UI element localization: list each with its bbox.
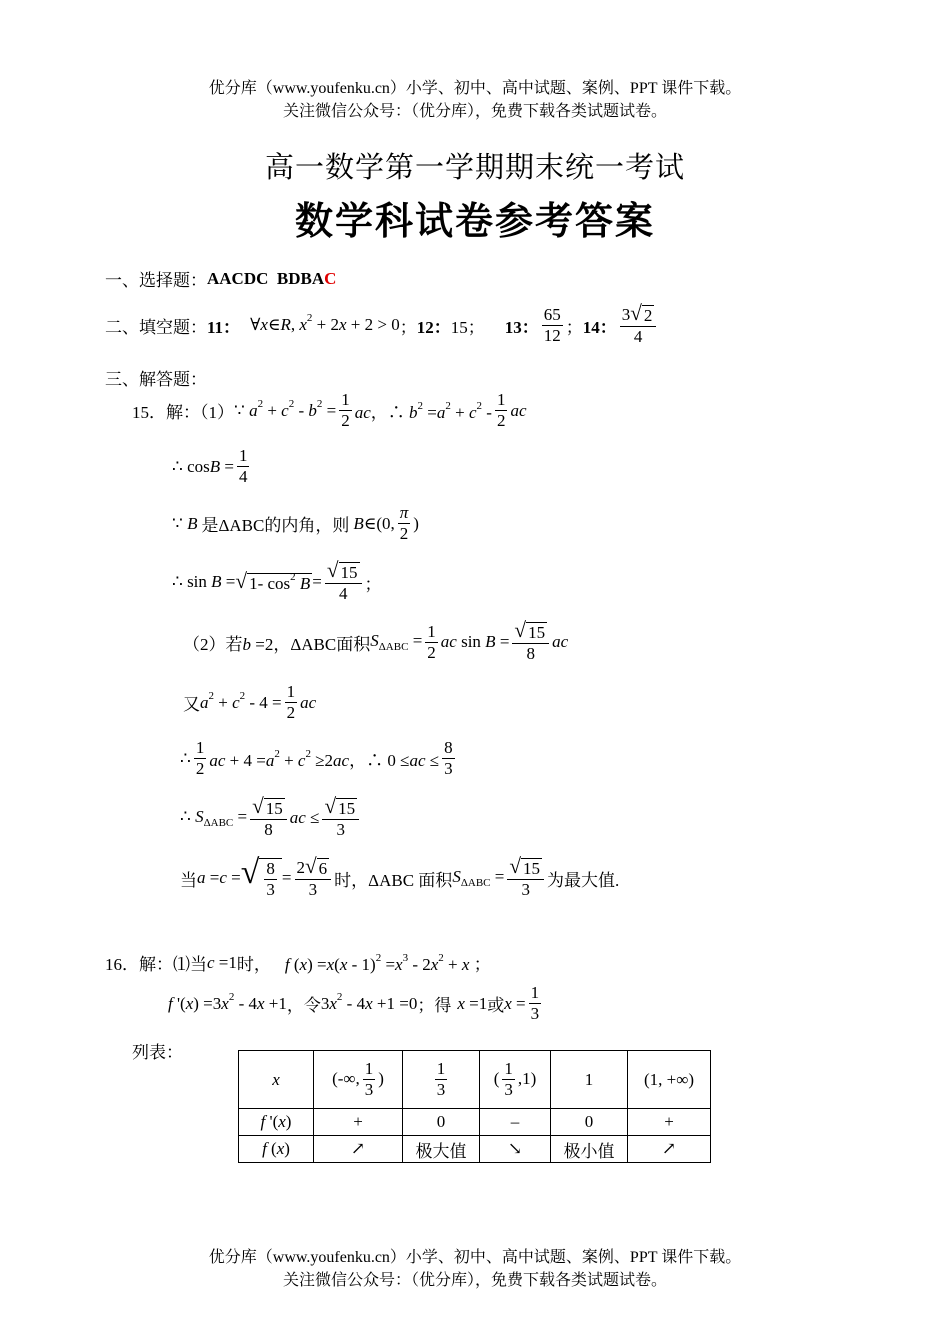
table-header-interval2: ( $\frac{1}{3}$ ,1) bbox=[480, 1051, 551, 1109]
table-cell: 0 bbox=[403, 1109, 480, 1136]
section1-label: 一、选择题： bbox=[105, 271, 207, 290]
section-multiple-choice bbox=[105, 266, 336, 291]
table-cell: ↘ bbox=[480, 1136, 551, 1163]
table-header-interval3: (1, +∞) bbox=[628, 1051, 711, 1109]
table-cell: ↗ bbox=[628, 1136, 711, 1163]
table-row bbox=[239, 1051, 711, 1109]
q15-label: 15．解：（1） bbox=[132, 403, 234, 423]
section1-answer-last: C bbox=[324, 268, 337, 288]
q12-label: 12： bbox=[416, 317, 451, 337]
table-row bbox=[239, 1109, 711, 1136]
q15-inequality: ∴ $\frac{1}{2}$ ac + $4 =a^2 + c^2 \ge 2ac$，∴ 0 ≤ac ≤ $\frac{8}{3}$ bbox=[180, 738, 453, 779]
table-cell: – bbox=[480, 1109, 551, 1136]
q16-label: 16．解：⑴当 bbox=[105, 955, 207, 974]
banner-bottom-line1: 优分库（www.youfenku.cn）小学、初中、高中试题、案例、PPT 课件下载。 bbox=[208, 1249, 742, 1266]
section-fill-blank: 二、填空题： 11： ∀x∈R, $x^2 + 2x + 2 > 0$ ； 12： 15； 13： $\frac{65}{12}$ ； 14： 3 √ 2 4 bbox=[105, 303, 659, 348]
q14-answer: 3 √ 2 4 bbox=[620, 303, 657, 348]
table-header-interval1: (-∞, $\frac{1}{3}$ ) bbox=[314, 1051, 403, 1109]
exam-title: 高一数学第一学期期末统一考试 bbox=[264, 152, 685, 184]
q15-equation: 又 $a^2 + c^2 - 4$ = $\frac{1}{2}$ ac bbox=[183, 682, 317, 723]
q14-label: 14： bbox=[582, 317, 617, 337]
banner-bottom-line2: 关注微信公众号：（优分库），免费下载各类试题试卷。 bbox=[282, 1272, 667, 1289]
q15-max-area: 当 a =c = √ $\frac{8}{3}$ = 2 √ 6 3 时，ΔABC 面积 $S_{\Delta ABC}$ = √ 15 3 为最大值. bbox=[180, 854, 620, 900]
q11-label: 11： bbox=[207, 317, 241, 337]
q13-label: 13： bbox=[504, 317, 539, 337]
q16-table-label: 列表： bbox=[132, 1043, 183, 1062]
q15-step1: 15．解：（1） ∵ $a^2 + c^2 - b^2$ = $\frac{1}{2}$ ac，∴ $b^2 =a^2 + c^2$ - $\frac{1}{2}$ ac bbox=[132, 390, 527, 431]
table-cell: 极小值 bbox=[551, 1136, 628, 1163]
banner-top-line1: 优分库（www.youfenku.cn）小学、初中、高中试题、案例、PPT 课件下载。 bbox=[208, 80, 742, 97]
table-header-point1: $\frac{1}{3}$ bbox=[403, 1051, 480, 1109]
table-cell: 0 bbox=[551, 1109, 628, 1136]
q16-derivative: f '$(x) =3x^2 - 4x +1$ ，令 $3x^2 - 4x +1 =0$ ；得 x =1 或 x = $\frac{1}{3}$ bbox=[168, 983, 540, 1024]
section1-answers: AACDC BDBA bbox=[207, 268, 325, 288]
table-header-x: x bbox=[239, 1051, 314, 1109]
q13-answer: $\frac{65}{12}$ bbox=[543, 304, 561, 345]
table-cell: 极大值 bbox=[403, 1136, 480, 1163]
table-cell: f '(x) bbox=[239, 1109, 314, 1136]
q16-step1: 16．解：⑴当 c =1 时， f $(x) =x(x - 1)^2 =x^3 - 2x^2 + x$ ； bbox=[105, 952, 491, 974]
q15-angle-range: ∵ B 是ΔABC的内角，则 B∈(0, $\frac{\pi}{2}$ ) bbox=[172, 503, 419, 544]
banner-top-line2: 关注微信公众号：（优分库），免费下载各类试题试卷。 bbox=[282, 103, 667, 120]
answer-key-title: 数学科试卷参考答案 bbox=[294, 201, 655, 243]
q15-area-bound: ∴ $S_{\Delta ABC}$ = √ 15 8 ac ≤ √ 15 3 bbox=[180, 796, 362, 841]
table-header-point2: 1 bbox=[551, 1051, 628, 1109]
section3-label: 三、解答题： bbox=[105, 370, 207, 389]
monotonicity-table bbox=[238, 1050, 711, 1163]
q11-answer: ∀x∈R, $x^2 + 2x + 2 > 0$ bbox=[250, 312, 400, 335]
table-cell: ↗ bbox=[314, 1136, 403, 1163]
q12-answer: 15； bbox=[450, 317, 485, 337]
table-cell: f (x) bbox=[239, 1136, 314, 1163]
section2-label: 二、填空题： bbox=[105, 317, 207, 337]
table-cell: + bbox=[314, 1109, 403, 1136]
section-solutions bbox=[105, 365, 207, 390]
table-row bbox=[239, 1136, 711, 1163]
table-cell: + bbox=[628, 1109, 711, 1136]
q15-sinB: ∴ sin B = √ 1- $\cos^2 B$ = √ 15 4 ； bbox=[172, 558, 382, 604]
q15-cosB: ∴ cosB = $\frac{1}{4}$ bbox=[172, 446, 248, 487]
q15-part2-area: （2）若 b =2， ΔABC面积 $S_{\Delta ABC}$ = $\frac{1}{2}$ ac sin B = √ 15 8 ac bbox=[183, 618, 569, 664]
